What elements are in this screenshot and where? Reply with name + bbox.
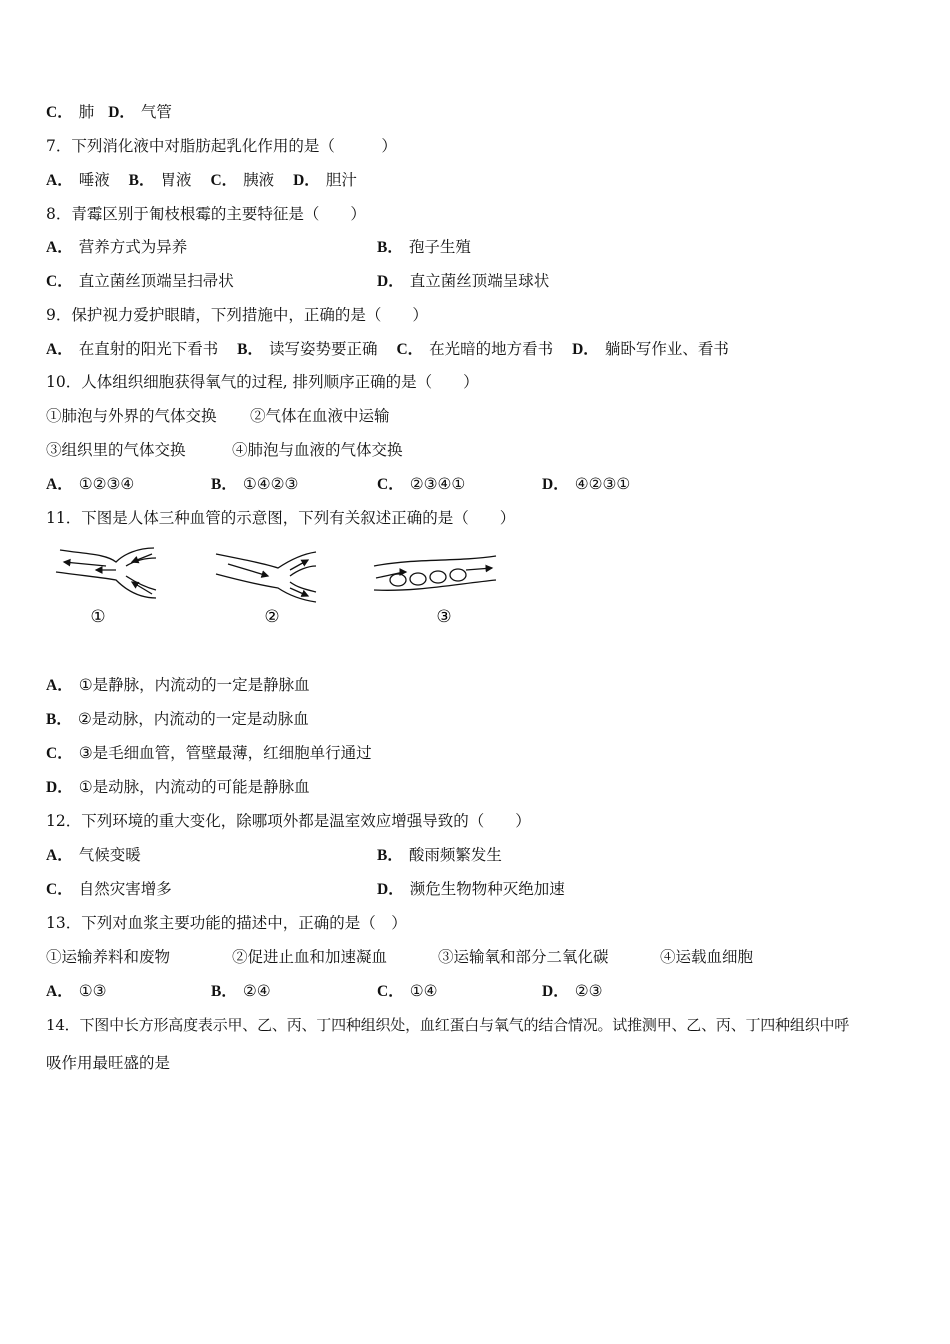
- q8-option-b: B． 孢子生殖: [377, 238, 471, 256]
- blood-vessel-figure: [46, 540, 506, 640]
- q10-item-1: ①肺泡与外界的气体交换: [46, 407, 217, 425]
- q8-option-c: C． 直立菌丝顶端呈扫帚状: [46, 272, 234, 290]
- q10-option-b: B． ①④②③: [211, 475, 299, 493]
- q9-options: A． 在直射的阳光下看书 B． 读写姿势要正确 C． 在光暗的地方看书 D． 躺卧写作业、看书: [46, 340, 729, 358]
- q14-stem-line-1: 14．下图中长方形高度表示甲、乙、丙、丁四种组织处，血红蛋白与氧气的结合情况。试推测甲、乙、丙、丁四种组织中呼: [46, 1016, 850, 1034]
- q13-option-c: C． ①④: [377, 982, 438, 1000]
- q10-item-3: ③组织里的气体交换: [46, 441, 186, 459]
- q13-item-4: ④运载血细胞: [660, 948, 754, 966]
- vessel-3-drawing: [374, 556, 496, 590]
- q10-option-d: D． ④②③①: [542, 475, 631, 493]
- q13-stem: 13．下列对血浆主要功能的描述中，正确的是（ ）: [46, 914, 407, 932]
- q13-option-b: B． ②④: [211, 982, 271, 1000]
- vessel-1-label: ①: [90, 607, 106, 627]
- q8-option-a: A． 营养方式为异养: [46, 238, 188, 256]
- q11-option-c: C． ③是毛细血管，管壁最薄，红细胞单行通过: [46, 744, 372, 762]
- q7-stem: 7．下列消化液中对脂肪起乳化作用的是（ ）: [46, 137, 397, 155]
- vessel-2-label: ②: [264, 607, 280, 627]
- q6-options-cd: C． 肺 D． 气管: [46, 103, 172, 121]
- q13-option-d: D． ②③: [542, 982, 603, 1000]
- q13-item-1: ①运输养料和废物: [46, 948, 171, 966]
- q12-option-d: D． 濒危生物物种灭绝加速: [377, 880, 565, 898]
- q12-option-c: C． 自然灾害增多: [46, 880, 172, 898]
- q10-stem: 10．人体组织细胞获得氧气的过程, 排列顺序正确的是（ ）: [46, 373, 479, 391]
- q13-option-a: A． ①③: [46, 982, 107, 1000]
- blood-vessel-diagram: [46, 540, 506, 640]
- vessel-1-drawing: [56, 548, 156, 598]
- q7-options: A． 唾液 B． 胃液 C． 胰液 D． 胆汁: [46, 171, 357, 189]
- q11-option-a: A． ①是静脉，内流动的一定是静脉血: [46, 676, 310, 694]
- q8-option-d: D． 直立菌丝顶端呈球状: [377, 272, 550, 290]
- q10-option-a: A． ①②③④: [46, 475, 135, 493]
- q13-item-2: ②促进止血和加速凝血: [232, 948, 388, 966]
- q10-option-c: C． ②③④①: [377, 475, 466, 493]
- q12-option-b: B． 酸雨频繁发生: [377, 846, 502, 864]
- q11-stem: 11．下图是人体三种血管的示意图，下列有关叙述正确的是（ ）: [46, 509, 516, 527]
- q12-stem: 12．下列环境的重大变化，除哪项外都是温室效应增强导致的（ ）: [46, 812, 531, 830]
- q10-item-4: ④肺泡与血液的气体交换: [232, 441, 403, 459]
- q12-option-a: A． 气候变暖: [46, 846, 141, 864]
- q11-option-d: D． ①是动脉，内流动的可能是静脉血: [46, 778, 310, 796]
- q11-option-b: B． ②是动脉，内流动的一定是动脉血: [46, 710, 309, 728]
- q9-stem: 9．保护视力爱护眼睛，下列措施中，正确的是（ ）: [46, 306, 428, 324]
- q8-stem: 8．青霉区别于匍枝根霉的主要特征是（ ）: [46, 205, 366, 223]
- q14-stem-line-2: 吸作用最旺盛的是: [46, 1054, 171, 1072]
- vessel-2-drawing: [216, 552, 316, 602]
- vessel-3-label: ③: [436, 607, 452, 627]
- q13-item-3: ③运输氧和部分二氧化碳: [438, 948, 609, 966]
- q10-item-2: ②气体在血液中运输: [250, 407, 390, 425]
